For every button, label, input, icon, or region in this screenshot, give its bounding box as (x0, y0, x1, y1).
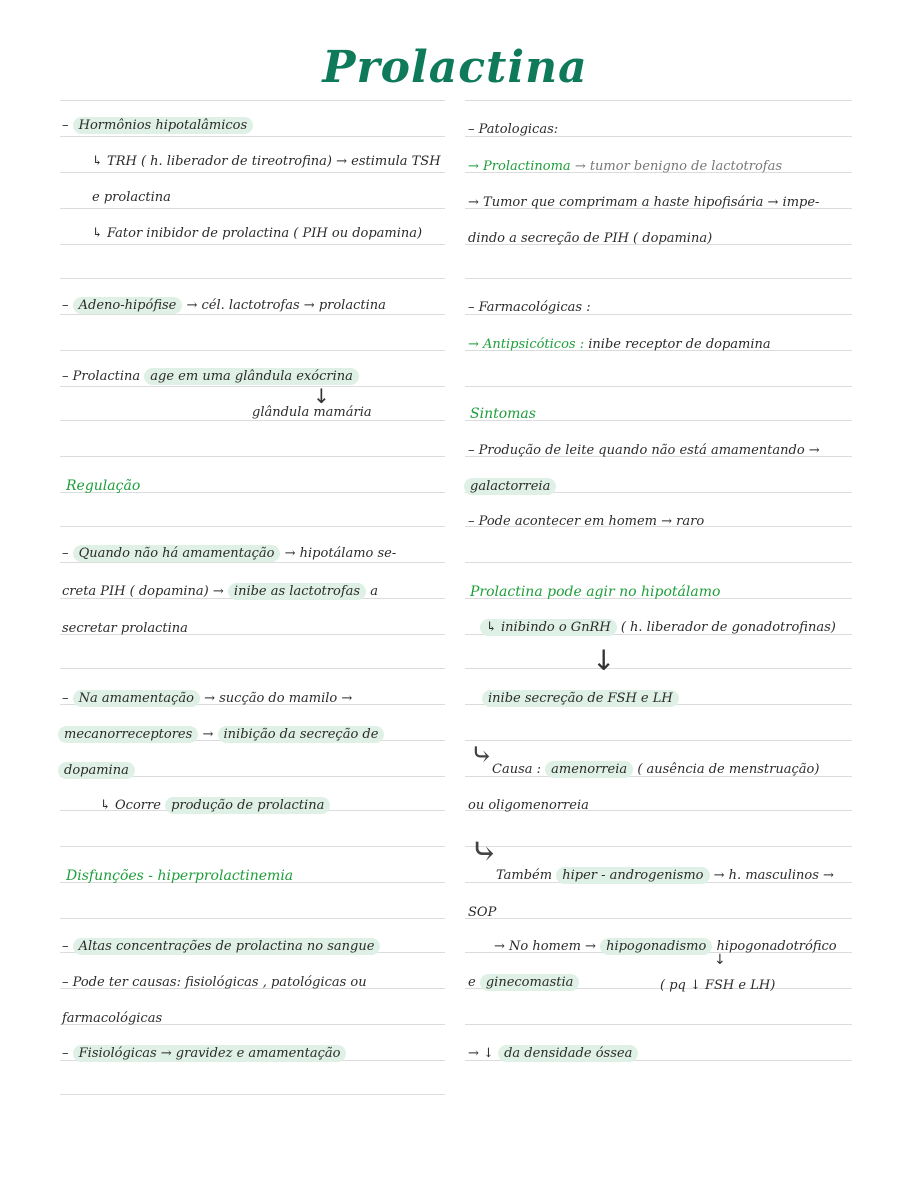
right-line: ou oligomenorreia (468, 798, 589, 813)
right-line: – Patologicas: (468, 122, 559, 137)
left-line (58, 762, 135, 780)
highlight: amenorreia (545, 761, 633, 778)
right-line: → Tumor que comprimam a haste hipofisária → impe- (468, 195, 820, 210)
left-line: – Pode ter causas: fisiológicas , patológicas ou (62, 975, 367, 990)
right-line (464, 478, 556, 496)
arrow-down-icon: ↓ (313, 384, 330, 408)
text: → No homem → (494, 939, 596, 954)
highlight: mecanorreceptores (58, 726, 198, 743)
right-line: ( pq ↓ FSH e LH) (660, 978, 776, 993)
text: Também (496, 868, 553, 883)
left-line: ↳ Fator inibidor de prolactina ( PIH ou dopamina) (92, 226, 423, 241)
gray-text: → tumor benigno de lactotrofas (574, 159, 783, 174)
right-line (480, 619, 836, 637)
highlight: dopamina (58, 762, 135, 779)
text: e (468, 975, 476, 990)
highlight: inibe as lactotrofas (228, 583, 366, 600)
highlight: Quando não há amamentação (73, 545, 281, 562)
right-line (468, 336, 771, 354)
right-line (468, 1045, 638, 1063)
left-line (100, 797, 330, 815)
text: → ↓ (468, 1046, 494, 1061)
left-line (58, 726, 384, 744)
left-line: secretar prolactina (62, 621, 188, 636)
left-line: – Quando não há amamentação → hipotálamo se- (62, 546, 397, 561)
section-heading: Regulação (66, 478, 141, 494)
highlight: Adeno-hipófise (73, 297, 183, 314)
text: → h. masculinos → (713, 868, 834, 883)
highlight: Altas concentrações de prolactina no sangue (73, 938, 381, 955)
highlight: Na amamentação (73, 690, 200, 707)
text: hipogonadotrófico (716, 939, 837, 954)
right-line: dindo a secreção de PIH ( dopamina) (468, 231, 713, 246)
arrow-down-icon: ↓ (714, 952, 726, 968)
right-line (494, 938, 837, 956)
left-line: farmacológicas (62, 1011, 163, 1026)
text: ( h. liberador de gonadotrofinas) (620, 620, 836, 635)
page-title: Prolactina (322, 42, 588, 93)
green-text: → Antipsicóticos : (468, 337, 585, 352)
section-heading: Prolactina pode agir no hipotálamo (470, 584, 721, 600)
text: Causa : (492, 762, 542, 777)
text: inibe receptor de dopamina (588, 337, 771, 352)
text: → sucção do mamilo → (204, 691, 353, 706)
highlight: Hormônios hipotalâmicos (73, 117, 254, 134)
right-line: – Pode acontecer em homem → raro (468, 514, 705, 529)
text: → hipotálamo se- (284, 546, 397, 561)
left-line: – Hormônios hipotalâmicos (62, 117, 253, 135)
green-text: → Prolactinoma (468, 159, 571, 174)
highlight: ↳ inibindo o GnRH (480, 619, 617, 636)
left-line: glândula mamária (252, 405, 372, 420)
highlight: da densidade óssea (498, 1045, 638, 1062)
highlight: inibição da secreção de (218, 726, 385, 743)
right-line: – Produção de leite quando não está amamentando → (468, 443, 820, 458)
left-line: ↳ TRH ( h. liberador de tireotrofina) → estimula TSH (92, 154, 441, 169)
left-line: e prolactina (92, 190, 171, 205)
right-line (468, 158, 782, 176)
highlight: Fisiológicas → gravidez e amamentação (73, 1045, 347, 1062)
left-line: – Fisiológicas → gravidez e amamentação (62, 1045, 346, 1063)
text: → cél. lactotrofas → prolactina (186, 298, 386, 313)
text: → (202, 727, 214, 742)
highlight: inibe secreção de FSH e LH (482, 690, 679, 707)
right-line (492, 761, 819, 779)
right-line (482, 690, 679, 708)
section-heading: Disfunções - hiperprolactinemia (66, 868, 294, 884)
highlight: galactorreia (464, 478, 556, 495)
section-heading: Sintomas (470, 406, 536, 422)
left-line (62, 583, 378, 601)
arrow-down-icon: ↓ (592, 644, 616, 677)
highlight: hiper - androgenismo (556, 867, 709, 884)
left-line: – Na amamentação → sucção do mamilo → (62, 691, 353, 706)
text: creta PIH ( dopamina) → (62, 584, 224, 599)
right-line: SOP (468, 905, 497, 920)
highlight: age em uma glândula exócrina (144, 368, 359, 385)
text: a (370, 584, 378, 599)
left-line: – Adeno-hipófise → cél. lactotrofas → prolactina (62, 298, 386, 313)
highlight: ginecomastia (480, 974, 580, 991)
text: ↳ Ocorre (100, 798, 161, 813)
text: – Prolactina (62, 369, 141, 384)
highlight: hipogonadismo (600, 938, 712, 955)
right-line (468, 974, 579, 992)
highlight: produção de prolactina (165, 797, 330, 814)
curve-arrow-icon: ⤷ (470, 832, 499, 872)
right-line (496, 867, 834, 885)
text: ( ausência de menstruação) (637, 762, 820, 777)
left-line: – Altas concentrações de prolactina no sangue (62, 938, 380, 956)
curve-arrow-icon: ⤷ (470, 738, 494, 771)
right-line: – Farmacológicas : (468, 300, 591, 315)
